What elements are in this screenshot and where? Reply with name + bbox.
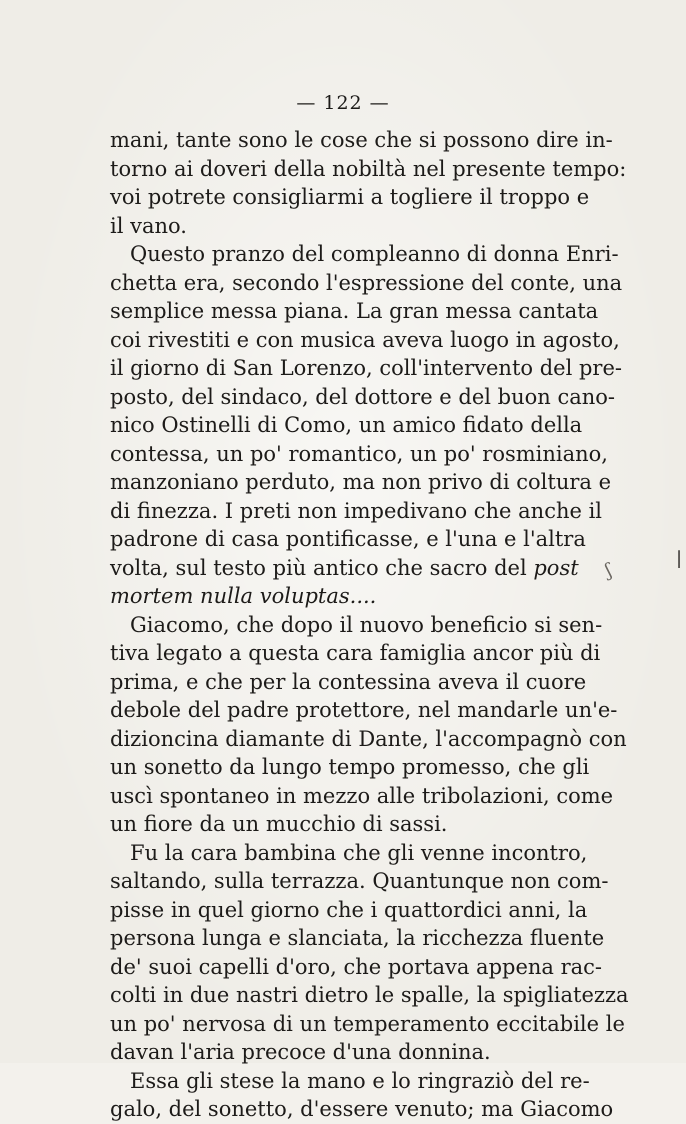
text-line: Giacomo, che dopo il nuovo beneficio si sen- <box>130 612 603 637</box>
text-line-with-italic <box>110 554 579 583</box>
paragraph-5 <box>110 1067 614 1124</box>
text-line: chetta era, secondo l'espressione del conte, una <box>110 270 623 295</box>
text-line: Fu la cara bambina che gli venne incontro, <box>130 840 588 865</box>
text-line: un po' nervosa di un temperamento eccitabile le <box>110 1011 625 1036</box>
text-line: manzoniano perduto, ma non privo di coltura e <box>110 470 612 494</box>
text-line: tiva legato a questa cara famiglia ancor più di <box>110 641 601 665</box>
text-line: persona lunga e slanciata, la ricchezza fluente <box>110 926 605 950</box>
text-line: il vano. <box>110 213 187 238</box>
text-line: posto, del sindaco, del dottore e del buon cano- <box>110 384 616 409</box>
text-line: prima, e che per la contessina aveva il cuore <box>110 669 587 694</box>
text-block <box>110 126 629 1124</box>
text-line: galo, del sonetto, d'essere venuto; ma Giacomo <box>110 1097 614 1121</box>
text-line: un fiore da un mucchio di sassi. <box>110 812 448 836</box>
text-line: padrone di casa pontificasse, e l'una e l'altra <box>110 527 586 551</box>
text-line: dizioncina diamante di Dante, l'accompagnò con <box>110 726 627 751</box>
text-line: colti in due nastri dietro le spalle, la spigliatezza <box>110 983 629 1007</box>
text-line: mani, tante sono le cose che si possono dire in- <box>110 128 613 152</box>
text-line: torno ai doveri della nobiltà nel presente tempo: <box>110 156 627 181</box>
text-line: coi rivestiti e con musica aveva luogo in agosto, <box>110 327 620 352</box>
italic-line: mortem nulla voluptas.... <box>110 584 377 608</box>
paragraph-2 <box>110 240 623 611</box>
text-line: saltando, sulla terrazza. Quantunque non com- <box>110 869 609 893</box>
paragraph-4 <box>110 839 629 1067</box>
text-line: debole del padre protettore, nel mandarle un'e- <box>110 698 618 722</box>
margin-mark-icon: ʃ <box>602 559 615 582</box>
paragraph-3 <box>110 611 627 839</box>
text-line: semplice messa piana. La gran messa cantata <box>110 299 599 323</box>
paragraph-1 <box>110 126 627 240</box>
text-line: nico Ostinelli di Como, un amico fidato della <box>110 413 583 437</box>
italic-segment: post <box>533 555 579 580</box>
text-line: pisse in quel giorno che i quattordici anni, la <box>110 897 588 922</box>
text-line: Questo pranzo del compleanno di donna Enri- <box>130 242 619 266</box>
edge-mark-icon: | <box>676 548 683 569</box>
page-number: — 122 — <box>296 92 390 114</box>
text-line: uscì spontaneo in mezzo alle tribolazioni, come <box>110 783 614 808</box>
text-line: di finezza. I preti non impedivano che anche il <box>110 498 603 523</box>
text-line: contessa, un po' romantico, un po' rosminiano, <box>110 441 608 466</box>
text-line: voi potrete consigliarmi a togliere il troppo e <box>110 185 590 209</box>
text-line: de' suoi capelli d'oro, che portava appena rac- <box>110 954 603 979</box>
text-segment: volta, sul testo più antico che sacro del <box>110 555 527 580</box>
text-line: Essa gli stese la mano e lo ringraziò del re- <box>130 1068 590 1093</box>
text-line: davan l'aria precoce d'una donnina. <box>110 1040 491 1064</box>
text-line: un sonetto da lungo tempo promesso, che gli <box>110 755 590 779</box>
text-line: il giorno di San Lorenzo, coll'intervento del pre- <box>110 356 622 380</box>
